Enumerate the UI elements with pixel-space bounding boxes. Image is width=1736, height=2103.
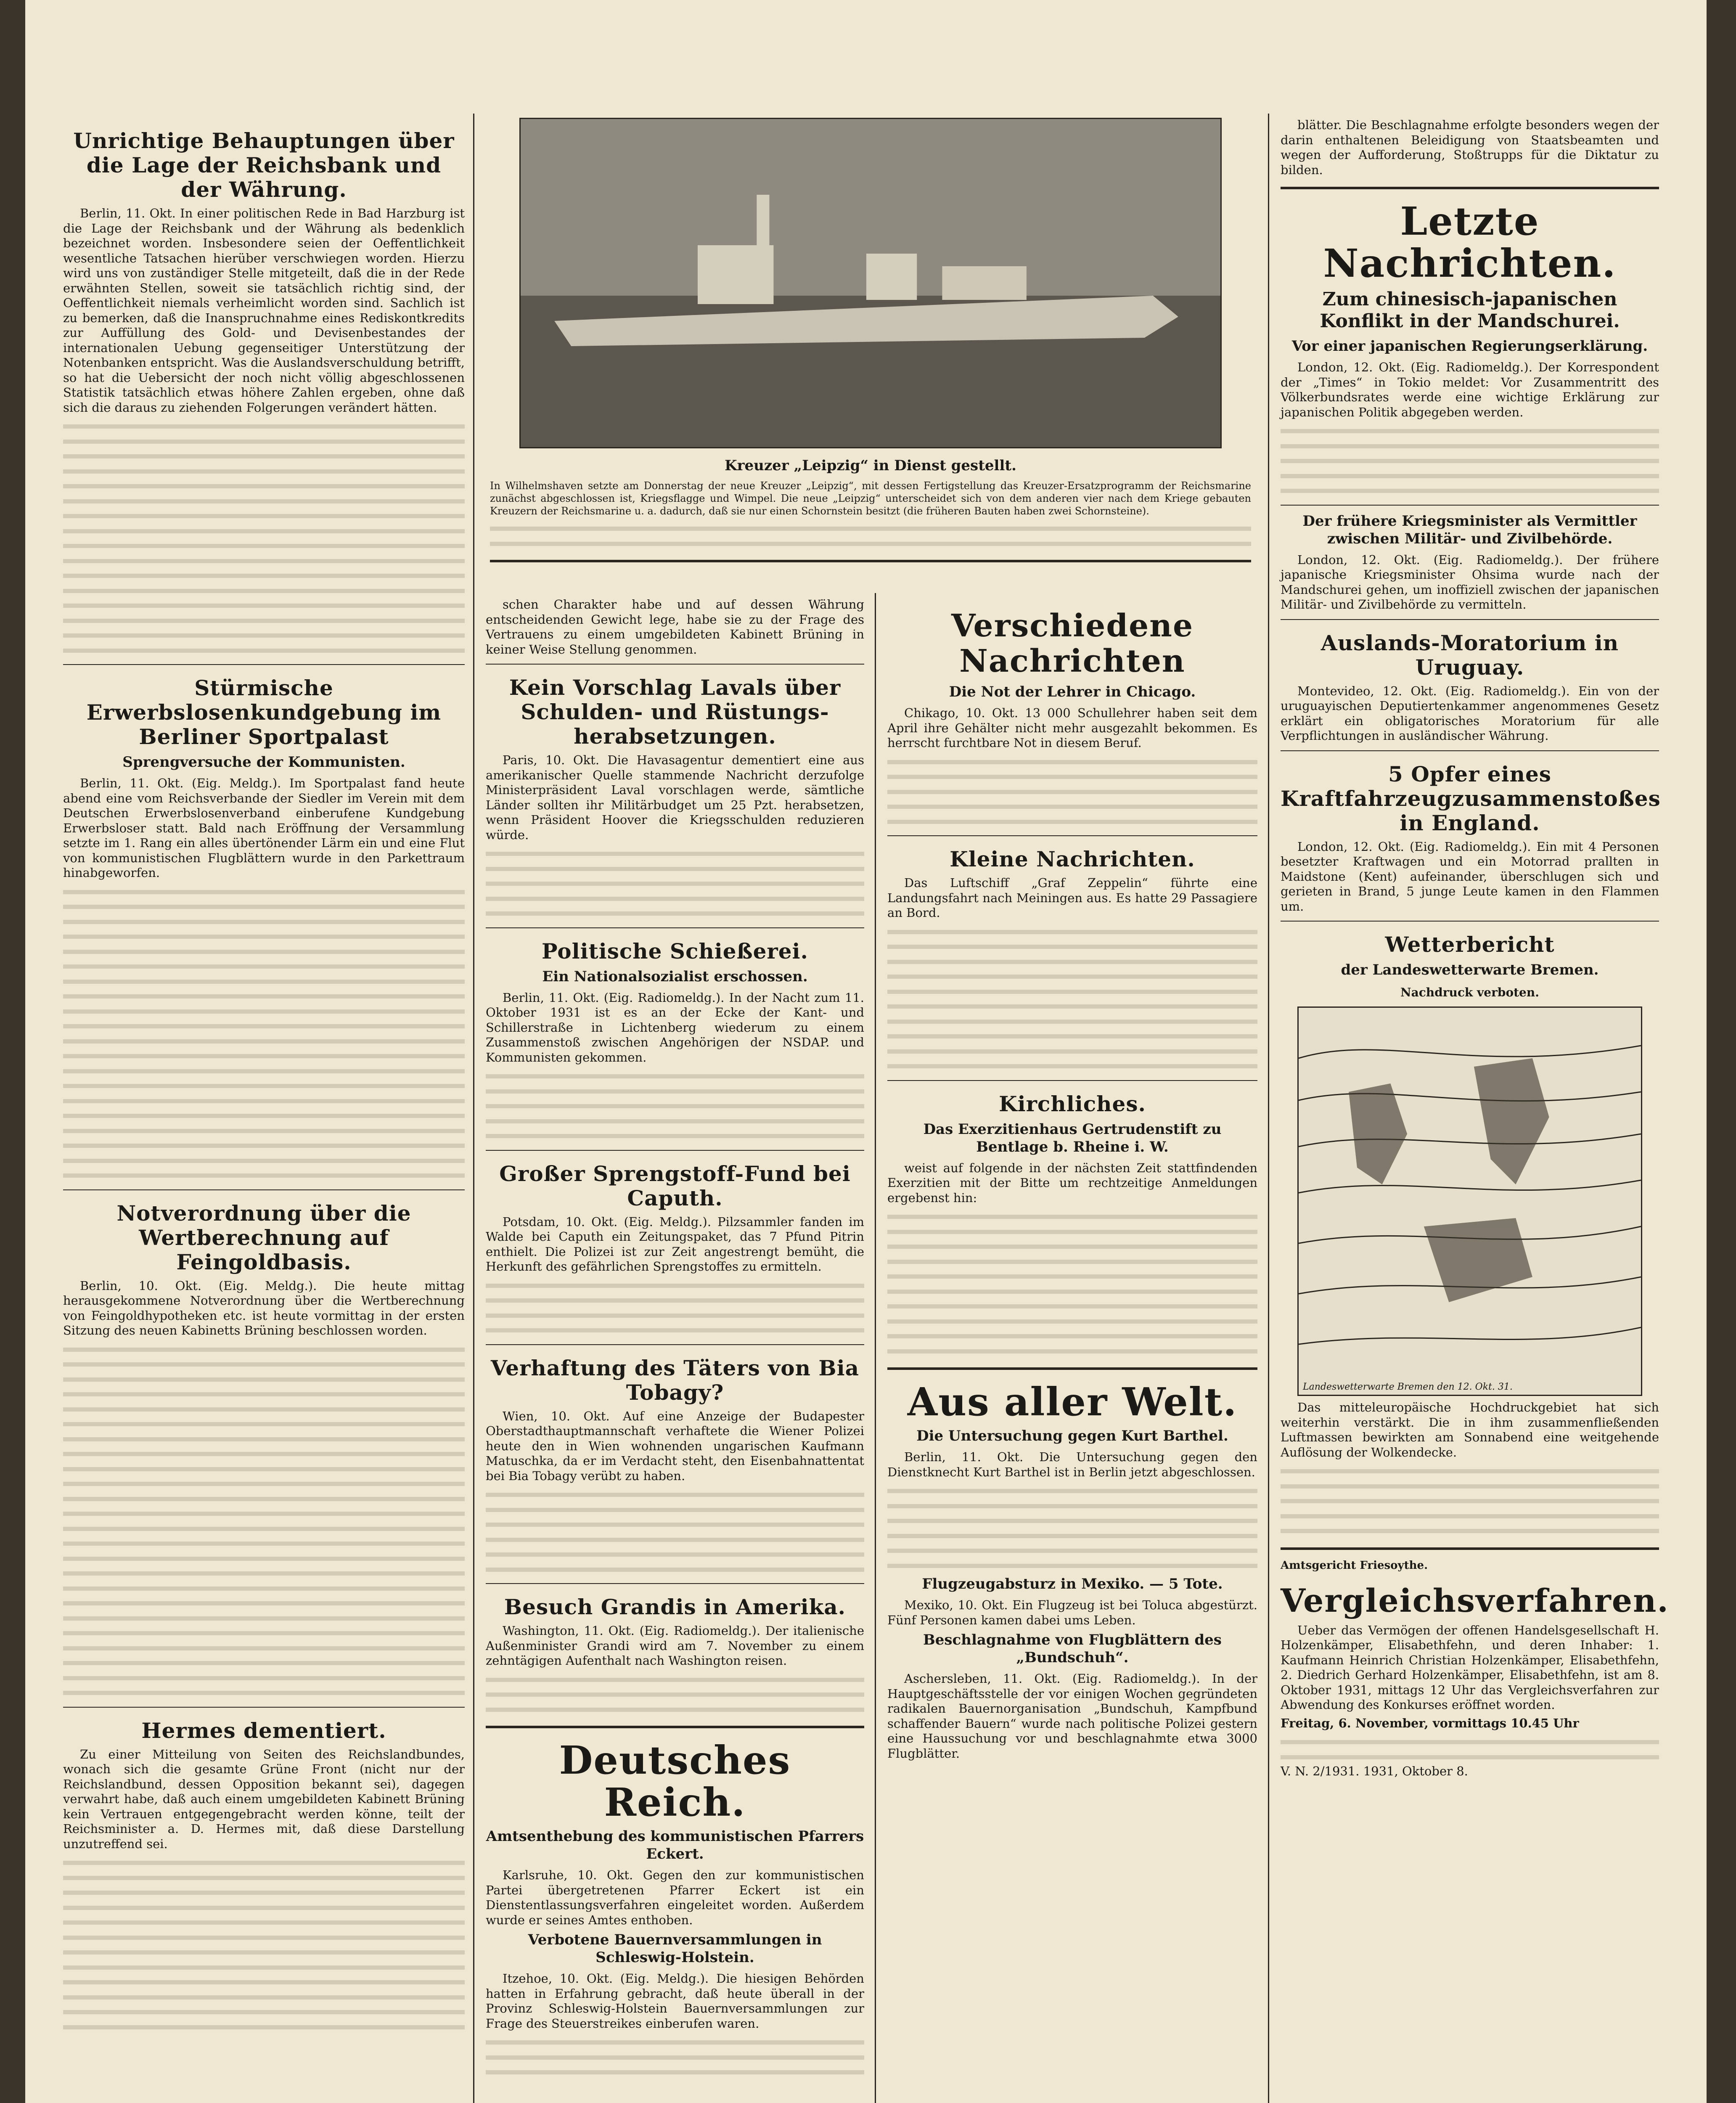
article-text: Berlin, 11. Okt. (Eig. Radiomeldg.). In der Nacht zum 11. Oktober 1931 ist es an der Ecke der Kant- und Schillerstraße in Lichtenberg wiederum zu einem Zusammenstoß zwischen Angehörigen der NSDAP. und Kommunisten gekommen. bbox=[486, 990, 864, 1065]
left-page-edge bbox=[0, 0, 25, 2103]
cruiser-photo bbox=[519, 118, 1222, 448]
headline: Kein Vorschlag Lavals über Schulden- und Rüstungs-herabsetzungen. bbox=[509, 675, 841, 749]
article-text: Ueber das Vermögen der offenen Handelsgesellschaft H. Holzenkämper, Elisabethfehn, und deren Inhaber: 1. Kaufmann Heinrich Christian Holzenkämper, Elisabethfehn, 2. Diedrich Gerhard Holzenkämper, Elisabethfehn, ist am 8. Oktober 1931, mittags 12 Uhr das Vergleichsverfahren zur Abwendung des Konkurses eröffnet worden. bbox=[1281, 1623, 1659, 1712]
section-heading: Aus aller Welt. bbox=[907, 1379, 1238, 1425]
headline: Politische Schießerei. bbox=[542, 938, 808, 964]
column-1 bbox=[63, 118, 465, 2034]
weather-map bbox=[1297, 1006, 1642, 1396]
article-text: Zu einer Mitteilung von Seiten des Reichslandbundes, wonach sich die gesamte Grüne Front (nicht nur der Reichslandbund, dessen Opposition bekannt sei), dagegen verwahrt habe, daß auch einem umgebildeten Kabinett Brüning kein Vertrauen entgegengebracht werden könne, teilt der Reichsminister a. D. Hermes mit, daß diese Darstellung unzutreffend sei. bbox=[63, 1747, 465, 1851]
article-text: Freitag, 6. November, vormittags 10.45 Uhr bbox=[1281, 1716, 1579, 1730]
article-text: London, 12. Okt. (Eig. Radiomeldg.). Der frühere japanische Kriegsminister Ohsima wurde nach der Mandschurei gehen, um inoffiziell zwischen der japanischen Militär- und Zivilbehörde zu vermitteln. bbox=[1281, 552, 1659, 612]
subheadline: Die Untersuchung gegen Kurt Barthel. bbox=[916, 1428, 1228, 1444]
headline: Unrichtige Behauptungen über die Lage der Reichsbank und der Währung. bbox=[73, 128, 455, 202]
headline: Notverordnung über die Wertberechnung auf Feingoldbasis. bbox=[116, 1200, 411, 1274]
column-3 bbox=[887, 597, 1257, 1764]
section-heading: Vergleichsverfahren. bbox=[1281, 1581, 1669, 1619]
headline: Wetterbericht bbox=[1385, 932, 1555, 957]
headline: Hermes dementiert. bbox=[141, 1718, 386, 1743]
article-text: blätter. Die Beschlagnahme erfolgte besonders wegen der darin enthaltenen Beleidigung von Staatsbeamten und wegen der Aufforderung, Stoßtrupps für die Diktatur zu bilden. bbox=[1281, 118, 1659, 177]
article-text: Karlsruhe, 10. Okt. Gegen den zur kommunistischen Partei übergetretenen Pfarrer Eckert ist ein Dienstentlassungsverfahren eingeleitet worden. Außerdem wurde er seines Amtes enthoben. bbox=[486, 1868, 864, 1927]
subheadline: Amtsenthebung des kommunistischen Pfarrers Eckert. bbox=[486, 1828, 864, 1862]
article-text: weist auf folgende in der nächsten Zeit stattfindenden Exerzitien mit der Bitte um rechtzeitige Anmeldungen ergebenst hin: bbox=[887, 1160, 1257, 1205]
article-text: Montevideo, 12. Okt. (Eig. Radiomeldg.). Ein von der uruguayischen Deputiertenkammer angenommenes Gesetz erklärt ein obligatorisches Moratorium für alle Verpflichtungen in ausländischer Währung. bbox=[1281, 683, 1659, 743]
column-rule bbox=[473, 114, 474, 2103]
section-heading: Deutsches Reich. bbox=[559, 1737, 791, 1825]
article-text: Berlin, 11. Okt. (Eig. Meldg.). Im Sportpalast fand heute abend eine vom Reichsverbande der Siedler im Verein mit dem Deutschen Erwerbslosenverband einberufene Kundgebung Erwerbsloser statt. Bald nach Eröffnung der Versammlung setzte im 1. Rang ein alles übertönender Lärm ein und eine Flut von kommunistischen Flugblättern wurde in den Parkettraum hinabgeworfen. bbox=[63, 776, 465, 880]
article-text: Itzehoe, 10. Okt. (Eig. Meldg.). Die hiesigen Behörden hatten in Erfahrung gebracht, daß heute überall in der Provinz Schleswig-Holstein Bauernversammlungen zur Frage des Steuerstreikes einberufen waren. bbox=[486, 1971, 864, 2031]
subheadline: Beschlagnahme von Flugblättern des „Bundschuh“. bbox=[923, 1632, 1222, 1666]
article-text: Das Luftschiff „Graf Zeppelin“ führte eine Landungsfahrt nach Meiningen aus. Es hatte 29 Passagiere an Bord. bbox=[887, 876, 1257, 920]
photo-block bbox=[490, 118, 1251, 572]
article-text: Das mitteleuropäische Hochdruckgebiet hat sich weiterhin verstärkt. Die in ihm zusammenfließenden Luftmassen bewirkten am Sonnabend eine weitgehende Auflösung der Wolkendecke. bbox=[1281, 1400, 1659, 1459]
article-text: Paris, 10. Okt. Die Havasagentur dementiert eine aus amerikanischer Quelle stammende Nachricht derzufolge Ministerpräsident Laval vorschlagen werde, sämtliche Länder sollten ihr Militärbudget um 25 Pzt. herabsetzen, wenn Präsident Hoover die Kriegsschulden reduzieren würde. bbox=[486, 753, 864, 842]
subheadline: Ein Nationalsozialist erschossen. bbox=[542, 968, 808, 985]
column-2 bbox=[486, 597, 864, 2079]
photo-caption: Kreuzer „Leipzig“ in Dienst gestellt. bbox=[725, 457, 1016, 474]
subheadline: Vor einer japanischen Regierungserklärung. bbox=[1291, 338, 1648, 355]
court-label: Amtsgericht Friesoythe. bbox=[1281, 1559, 1428, 1572]
right-page-edge bbox=[1707, 0, 1736, 2103]
headline: Auslands-Moratorium in Uruguay. bbox=[1321, 630, 1619, 680]
article-text: Washington, 11. Okt. (Eig. Radiomeldg.). Der italienische Außenminister Grandi wird am 7. November zu einem zehntägigen Aufenthalt nach Washington reisen. bbox=[486, 1624, 864, 1668]
article-text: Berlin, 11. Okt. Die Untersuchung gegen den Dienstknecht Kurt Barthel ist in Berlin jetzt abgeschlossen. bbox=[887, 1450, 1257, 1479]
note: Nachdruck verboten. bbox=[1400, 985, 1539, 999]
headline: Besuch Grandis in Amerika. bbox=[504, 1594, 846, 1619]
headline: Kleine Nachrichten. bbox=[950, 847, 1195, 871]
subheadline: der Landeswetterwarte Bremen. bbox=[1341, 961, 1599, 978]
article-text: V. N. 2/1931. 1931, Oktober 8. bbox=[1281, 1764, 1468, 1778]
subheadline: Der frühere Kriegsminister als Vermittler zwischen Militär- und Zivilbehörde. bbox=[1302, 512, 1637, 547]
article-text: London, 12. Okt. (Eig. Radiomeldg.). Der Korrespondent der „Times“ in Tokio meldet: Vor Zusammentritt des Völkerbundsrates werde eine wichtige Erklärung zur japanischen Politik abgegeben werden. bbox=[1281, 360, 1659, 419]
article-text: Chikago, 10. Okt. 13 000 Schullehrer haben seit dem April ihre Gehälter nicht mehr ausgezahlt bekommen. Es herrscht furchtbare Not in diesem Beruf. bbox=[887, 706, 1257, 750]
headline: Verhaftung des Täters von Bia Tobagy? bbox=[491, 1355, 859, 1405]
article-text: Aschersleben, 11. Okt. (Eig. Radiomeldg.). In der Hauptgeschäftsstelle der vor einigen Wochen gegründeten radikalen Bauernorganisation „Bundschuh, Kampfbund schaffender Bauern“ wurde nach politische Polizei gestern eine Haussuchung vor und beschlagnahmte etwa 3000 Flugblätter. bbox=[887, 1671, 1257, 1761]
subheadline: Das Exerzitienhaus Gertrudenstift zu Bentlage b. Rheine i. W. bbox=[923, 1120, 1222, 1155]
article-text: Berlin, 11. Okt. In einer politischen Rede in Bad Harzburg ist die Lage der Reichsbank und der Währung als bedenklich bezeichnet worden. Insbesondere seien der Oeffentlichkeit wesentliche Tatsachen hierüber verschwiegen worden. Hierzu wird uns von zuständiger Stelle mitgeteilt, daß die in der Rede erwähnten Stellen, soweit sie tatsächlich richtig sind, der Oeffentlichkeit niemals verheimlicht worden sind. Sachlich ist zu bemerken, daß die Inanspruchnahme eines Rediskontkredits zur Auffüllung des Gold- und Devisenbestandes der internationalen Uebung gegenseitiger Unterstützung der Notenbanken entspricht. Was die Auslandsverschuldung betrifft, so hat die Uebersicht der noch nicht völlig abgeschlossenen Statistik tatsächlich etwas höhere Zahlen ergeben, ohne daß sich die daraus zu ziehenden Folgerungen verändert hätten. bbox=[63, 206, 465, 415]
article-text: London, 12. Okt. (Eig. Radiomeldg.). Ein mit 4 Personen besetzter Kraftwagen und ein Motorrad prallten in Maidstone (Kent) aufeinander, überschlugen sich und gerieten in Brand, 5 junge Leute kamen in den Flammen um. bbox=[1281, 839, 1659, 914]
section-heading: Verschiedene Nachrichten bbox=[951, 608, 1194, 679]
subheadline: Zum chinesisch-japanischen Konflikt in der Mandschurei. bbox=[1320, 289, 1620, 332]
headline: Stürmische Erwerbslosenkundgebung im Berliner Sportpalast bbox=[86, 675, 442, 749]
subheadline: Die Not der Lehrer in Chicago. bbox=[949, 683, 1196, 700]
section-heading: Letzte Nachrichten. bbox=[1323, 199, 1617, 286]
headline: Großer Sprengstoff-Fund bei Caputh. bbox=[499, 1161, 851, 1210]
headline: 5 Opfer eines Kraftfahrzeugzusammenstoßes in England. bbox=[1281, 761, 1661, 835]
photo-text: In Wilhelmshaven setzte am Donnerstag der neue Kreuzer „Leipzig“, mit dessen Fertigstellung das Kreuzer-Ersatzprogramm der Reichsmarine zunächst abgeschlossen ist, Kriegsflagge und Wimpel. Die neue „Leipzig“ unterscheidet sich von dem anderen vier nach dem Kriege gebauten Kreuzern der Reichsmarine u. a. dadurch, daß sie nur einen Schornstein besitzt (die früheren Bauten haben zwei Schornsteine). bbox=[490, 480, 1251, 517]
column-rule bbox=[1268, 114, 1269, 2103]
article-text: schen Charakter habe und auf dessen Währung entscheidenden Gewicht lege, habe sie zu der Frage des Vertrauens zu einem umgebildeten Kabinett Brüning in keiner Weise Stellung genommen. bbox=[486, 597, 864, 657]
column-rule bbox=[875, 593, 876, 2103]
headline: Kirchliches. bbox=[999, 1091, 1146, 1116]
map-label: Landeswetterwarte Bremen den 12. Okt. 31. bbox=[1303, 1382, 1513, 1392]
subheadline: Sprengversuche der Kommunisten. bbox=[122, 754, 405, 771]
article-text: Potsdam, 10. Okt. (Eig. Meldg.). Pilzsammler fanden im Walde bei Caputh ein Zeitungspaket, das 7 Pfund Pitrin enthielt. Die Polizei ist zur Zeit angestrengt bemüht, die Herkunft des gefährlichen Sprengstoffes zu ermitteln. bbox=[486, 1214, 864, 1274]
ship-icon bbox=[521, 119, 1220, 447]
subheadline: Flugzeugabsturz in Mexiko. — 5 Tote. bbox=[922, 1576, 1223, 1592]
newspaper-page bbox=[38, 50, 1691, 2103]
subheadline: Verbotene Bauernversammlungen in Schleswig-Holstein. bbox=[528, 1931, 822, 1966]
article-text: Mexiko, 10. Okt. Ein Flugzeug ist bei Toluca abgestürzt. Fünf Personen kamen dabei ums Leben. bbox=[887, 1598, 1257, 1627]
article-text: Wien, 10. Okt. Auf eine Anzeige der Budapester Oberstadthauptmannschaft verhaftete die Wiener Polizei heute den in Wien wohnenden ungarischen Kaufmann Matuschka, da er im Verdacht steht, den Eisenbahnattentat bei Bia Tobagy verübt zu haben. bbox=[486, 1409, 864, 1483]
column-4 bbox=[1281, 118, 1669, 1783]
article-text: Berlin, 10. Okt. (Eig. Meldg.). Die heute mittag herausgekommene Notverordnung über die Wertberechnung von Feingoldhypotheken etc. ist heute vormittag in der ersten Sitzung des neuen Kabinetts Brüning beschlossen worden. bbox=[63, 1278, 465, 1338]
weather-map-icon bbox=[1299, 1008, 1641, 1395]
